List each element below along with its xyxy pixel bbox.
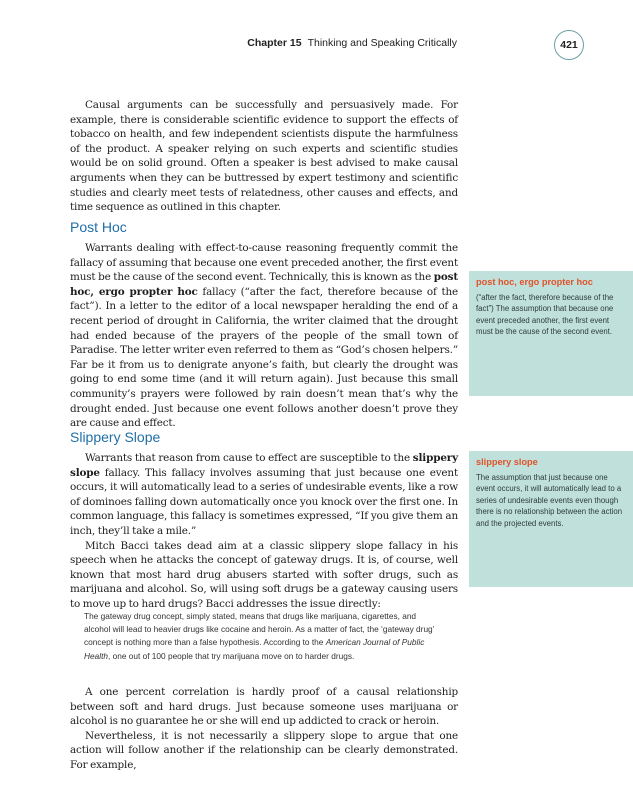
page-number: 421 — [554, 30, 584, 60]
post-hoc-glossary-definition: (“after the fact, therefore because of the fact”) The assumption that because one event preceded another, the first event must be the cause of the second event. — [476, 292, 614, 336]
slippery-slope-definition-box — [469, 451, 633, 587]
slippery-slope-heading: Slippery Slope — [70, 429, 161, 445]
slippery-slope-paragraph-2: Mitch Bacci takes dead aim at a classic slippery slope fallacy in his speech when he attacks the concept of gateway drugs. It is, of course, well known that most hard drug abusers started with softer drugs, such as marijuana and alcohol. So, will using soft drugs be a gateway causing users to move up to hard drugs? Bacci addresses the issue directly: — [70, 539, 458, 610]
intro-paragraph: Causal arguments can be successfully and persuasively made. For example, there is considerable scientific evidence to support the effects of tobacco on health, and few independent scientists dispute the harmfulness of the product. A speaker relying on such experts and scientific studies would be on solid ground. Often a speaker is best advised to make causal arguments when they can be buttressed by expert testimony and scientific studies and clearly meet tests of relatedness, other causes and effects, and time sequence as outlined in this chapter. — [70, 99, 458, 214]
post-hoc-key-term: post hoc, ergo propter hoc — [70, 271, 458, 298]
closing-section — [70, 685, 458, 773]
post-hoc-definition-box — [469, 271, 633, 396]
post-hoc-glossary-term: post hoc, ergo propter hoc — [476, 277, 593, 287]
chapter-label: Chapter 15 — [247, 37, 302, 49]
slippery-slope-glossary-definition: The assumption that just because one event occurs, it will automatically lead to a series of undesirable events even though there is no relationship between the action and the projected events. — [476, 472, 623, 528]
post-hoc-heading: Post Hoc — [70, 219, 127, 235]
post-hoc-paragraph: Warrants dealing with effect-to-cause reasoning frequently commit the fallacy of assuming that because one event preceded another, the first event must be the cause of the second event. Technically, this is known as the post hoc, ergo propter hoc fallacy (“after the fact, therefore because of the fact”). In a letter to the editor of a local newspaper heralding the end of a recent period of drought in California, the writer claimed that the drought had ended because of the prayers of the people of the small town of Paradise. The letter writer even referred to them as “God’s chosen helpers.” Far be it from us to denigrate anyone’s faith, but clearly the drought was going to end some time (and it will return again). Just because this small community’s prayers were followed by rain doesn’t mean that’s why the drought ended. Just because one event follows another doesn’t prove they are cause and effect. — [70, 242, 459, 430]
slippery-slope-key-term: slippery slope — [70, 452, 458, 479]
journal-title: American Journal of Public Health — [84, 637, 425, 661]
slippery-slope-paragraph-3: A one percent correlation is hardly proof of a causal relationship between soft and hard drugs. Just because someone uses marijuana or alcohol is no guarantee he or she will end up addicted to crack or heroin. — [70, 686, 458, 728]
block-quote: The gateway drug concept, simply stated, means that drugs like marijuana, cigarettes, and alcohol will lead to heavier drugs like cocaine and heroin. As a matter of fact, the ‘gateway drug’ concept is nothing more than a false hypothesis. According to the American Journal of Public Health, one out of 100 people that try marijuana move on to harder drugs. — [84, 611, 435, 661]
chapter-title: Thinking and Speaking Critically — [307, 37, 457, 49]
slippery-slope-section — [70, 451, 458, 612]
intro-section — [70, 98, 458, 215]
running-header — [247, 37, 457, 49]
post-hoc-section — [70, 241, 458, 431]
slippery-slope-paragraph-4: Nevertheless, it is not necessarily a slippery slope to argue that one action will follow another if the relationship can be clearly demonstrated. For example, — [70, 729, 458, 771]
slippery-slope-glossary-term: slippery slope — [476, 457, 538, 467]
slippery-slope-paragraph-1: Warrants that reason from cause to effect are susceptible to the slippery slope fallacy. This fallacy involves assuming that just because one event occurs, it will automatically lead to a series of undesirable events, like a row of dominoes falling down automatically once you knock over the first one. In common language, this fallacy is sometimes expressed, “If you give them an inch, they’ll take a mile.” — [70, 452, 458, 537]
